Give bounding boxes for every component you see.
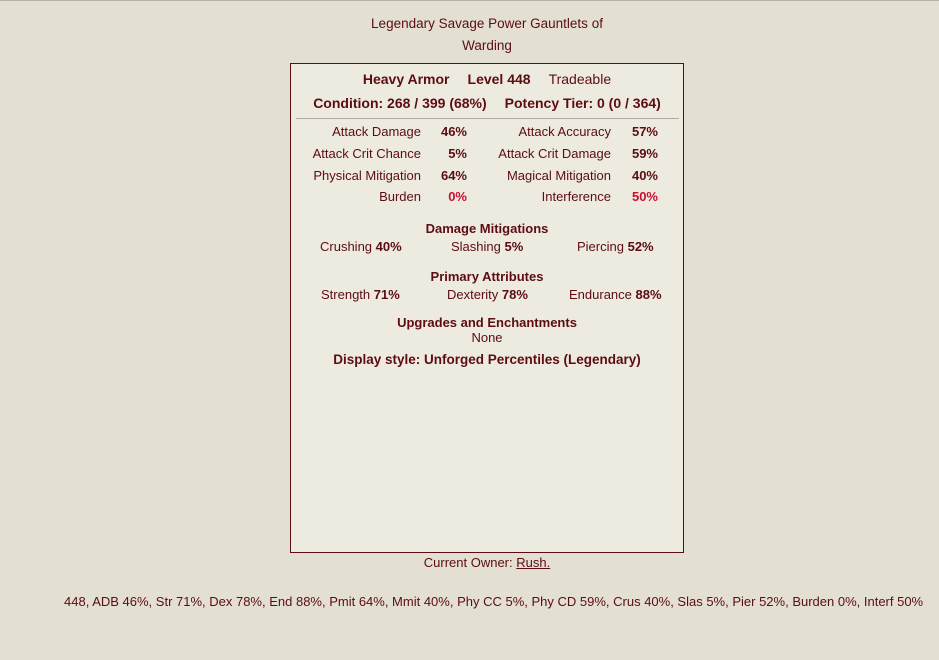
attack-accuracy-value: 57%: [631, 124, 658, 139]
item-type: Heavy Armor: [362, 71, 450, 87]
item-title-line1: Legendary Savage Power Gauntlets of: [371, 16, 603, 31]
physical-mitigation-label: Physical Mitigation: [313, 168, 421, 183]
burden-label: Burden: [379, 189, 421, 204]
endurance-stat: [569, 287, 662, 302]
owner-label: Current Owner:: [423, 555, 513, 570]
item-stats-panel: [290, 63, 684, 553]
magical-mitigation-value: 40%: [631, 168, 658, 183]
item-title: [290, 13, 684, 57]
header-divider: [296, 118, 679, 119]
burden-value: 0%: [448, 189, 467, 204]
item-condition-row: [291, 95, 683, 111]
dexterity-label: Dexterity: [447, 287, 499, 302]
slashing-value: 5%: [504, 239, 524, 254]
attack-crit-damage-label: Attack Crit Damage: [498, 146, 611, 161]
crushing-value: 40%: [375, 239, 402, 254]
attack-accuracy-label: Attack Accuracy: [518, 124, 611, 139]
magical-mitigation-label: Magical Mitigation: [506, 168, 611, 183]
slashing-label: Slashing: [451, 239, 501, 254]
potency-value: Potency Tier: 0 (0 / 364): [504, 95, 661, 111]
stats-summary: 448, ADB 46%, Str 71%, Dex 78%, End 88%, Pmit 64%, Mmit 40%, Phy CC 5%, Phy CD 59%, Crus 40%, Slas 5%, Pier 52%, Burden 0%, Interf 50%: [64, 594, 924, 609]
piercing-value: 52%: [627, 239, 654, 254]
owner-link[interactable]: Rush.: [516, 555, 551, 570]
physical-mitigation-value: 64%: [440, 168, 467, 183]
condition-value: Condition: 268 / 399 (68%): [313, 95, 487, 111]
upgrades-value: None: [471, 330, 503, 345]
piercing-stat: [577, 239, 654, 254]
item-title-line2: Warding: [462, 38, 512, 53]
item-header: [291, 71, 683, 87]
attack-crit-chance-label: Attack Crit Chance: [312, 146, 421, 161]
attack-damage-value: 46%: [440, 124, 467, 139]
endurance-label: Endurance: [569, 287, 632, 302]
attack-crit-damage-value: 59%: [631, 146, 658, 161]
primary-attributes-title: Primary Attributes: [430, 269, 544, 284]
crushing-stat: [320, 239, 402, 254]
interference-label: Interference: [541, 189, 611, 204]
display-style: Display style: Unforged Percentiles (Legendary): [333, 352, 641, 367]
tradeable-label: Tradeable: [548, 71, 612, 87]
strength-stat: [321, 287, 400, 302]
piercing-label: Piercing: [577, 239, 624, 254]
damage-mitigations-title: Damage Mitigations: [425, 221, 549, 236]
interference-value: 50%: [631, 189, 658, 204]
upgrades-title: Upgrades and Enchantments: [397, 315, 577, 330]
attack-damage-label: Attack Damage: [332, 124, 421, 139]
crushing-label: Crushing: [320, 239, 373, 254]
top-divider: [0, 0, 939, 1]
item-level: Level 448: [467, 71, 531, 87]
endurance-value: 88%: [635, 287, 662, 302]
dexterity-value: 78%: [501, 287, 528, 302]
dexterity-stat: [447, 287, 528, 302]
current-owner: [290, 555, 684, 570]
strength-label: Strength: [321, 287, 371, 302]
attack-crit-chance-value: 5%: [448, 146, 467, 161]
strength-value: 71%: [373, 287, 400, 302]
slashing-stat: [451, 239, 523, 254]
